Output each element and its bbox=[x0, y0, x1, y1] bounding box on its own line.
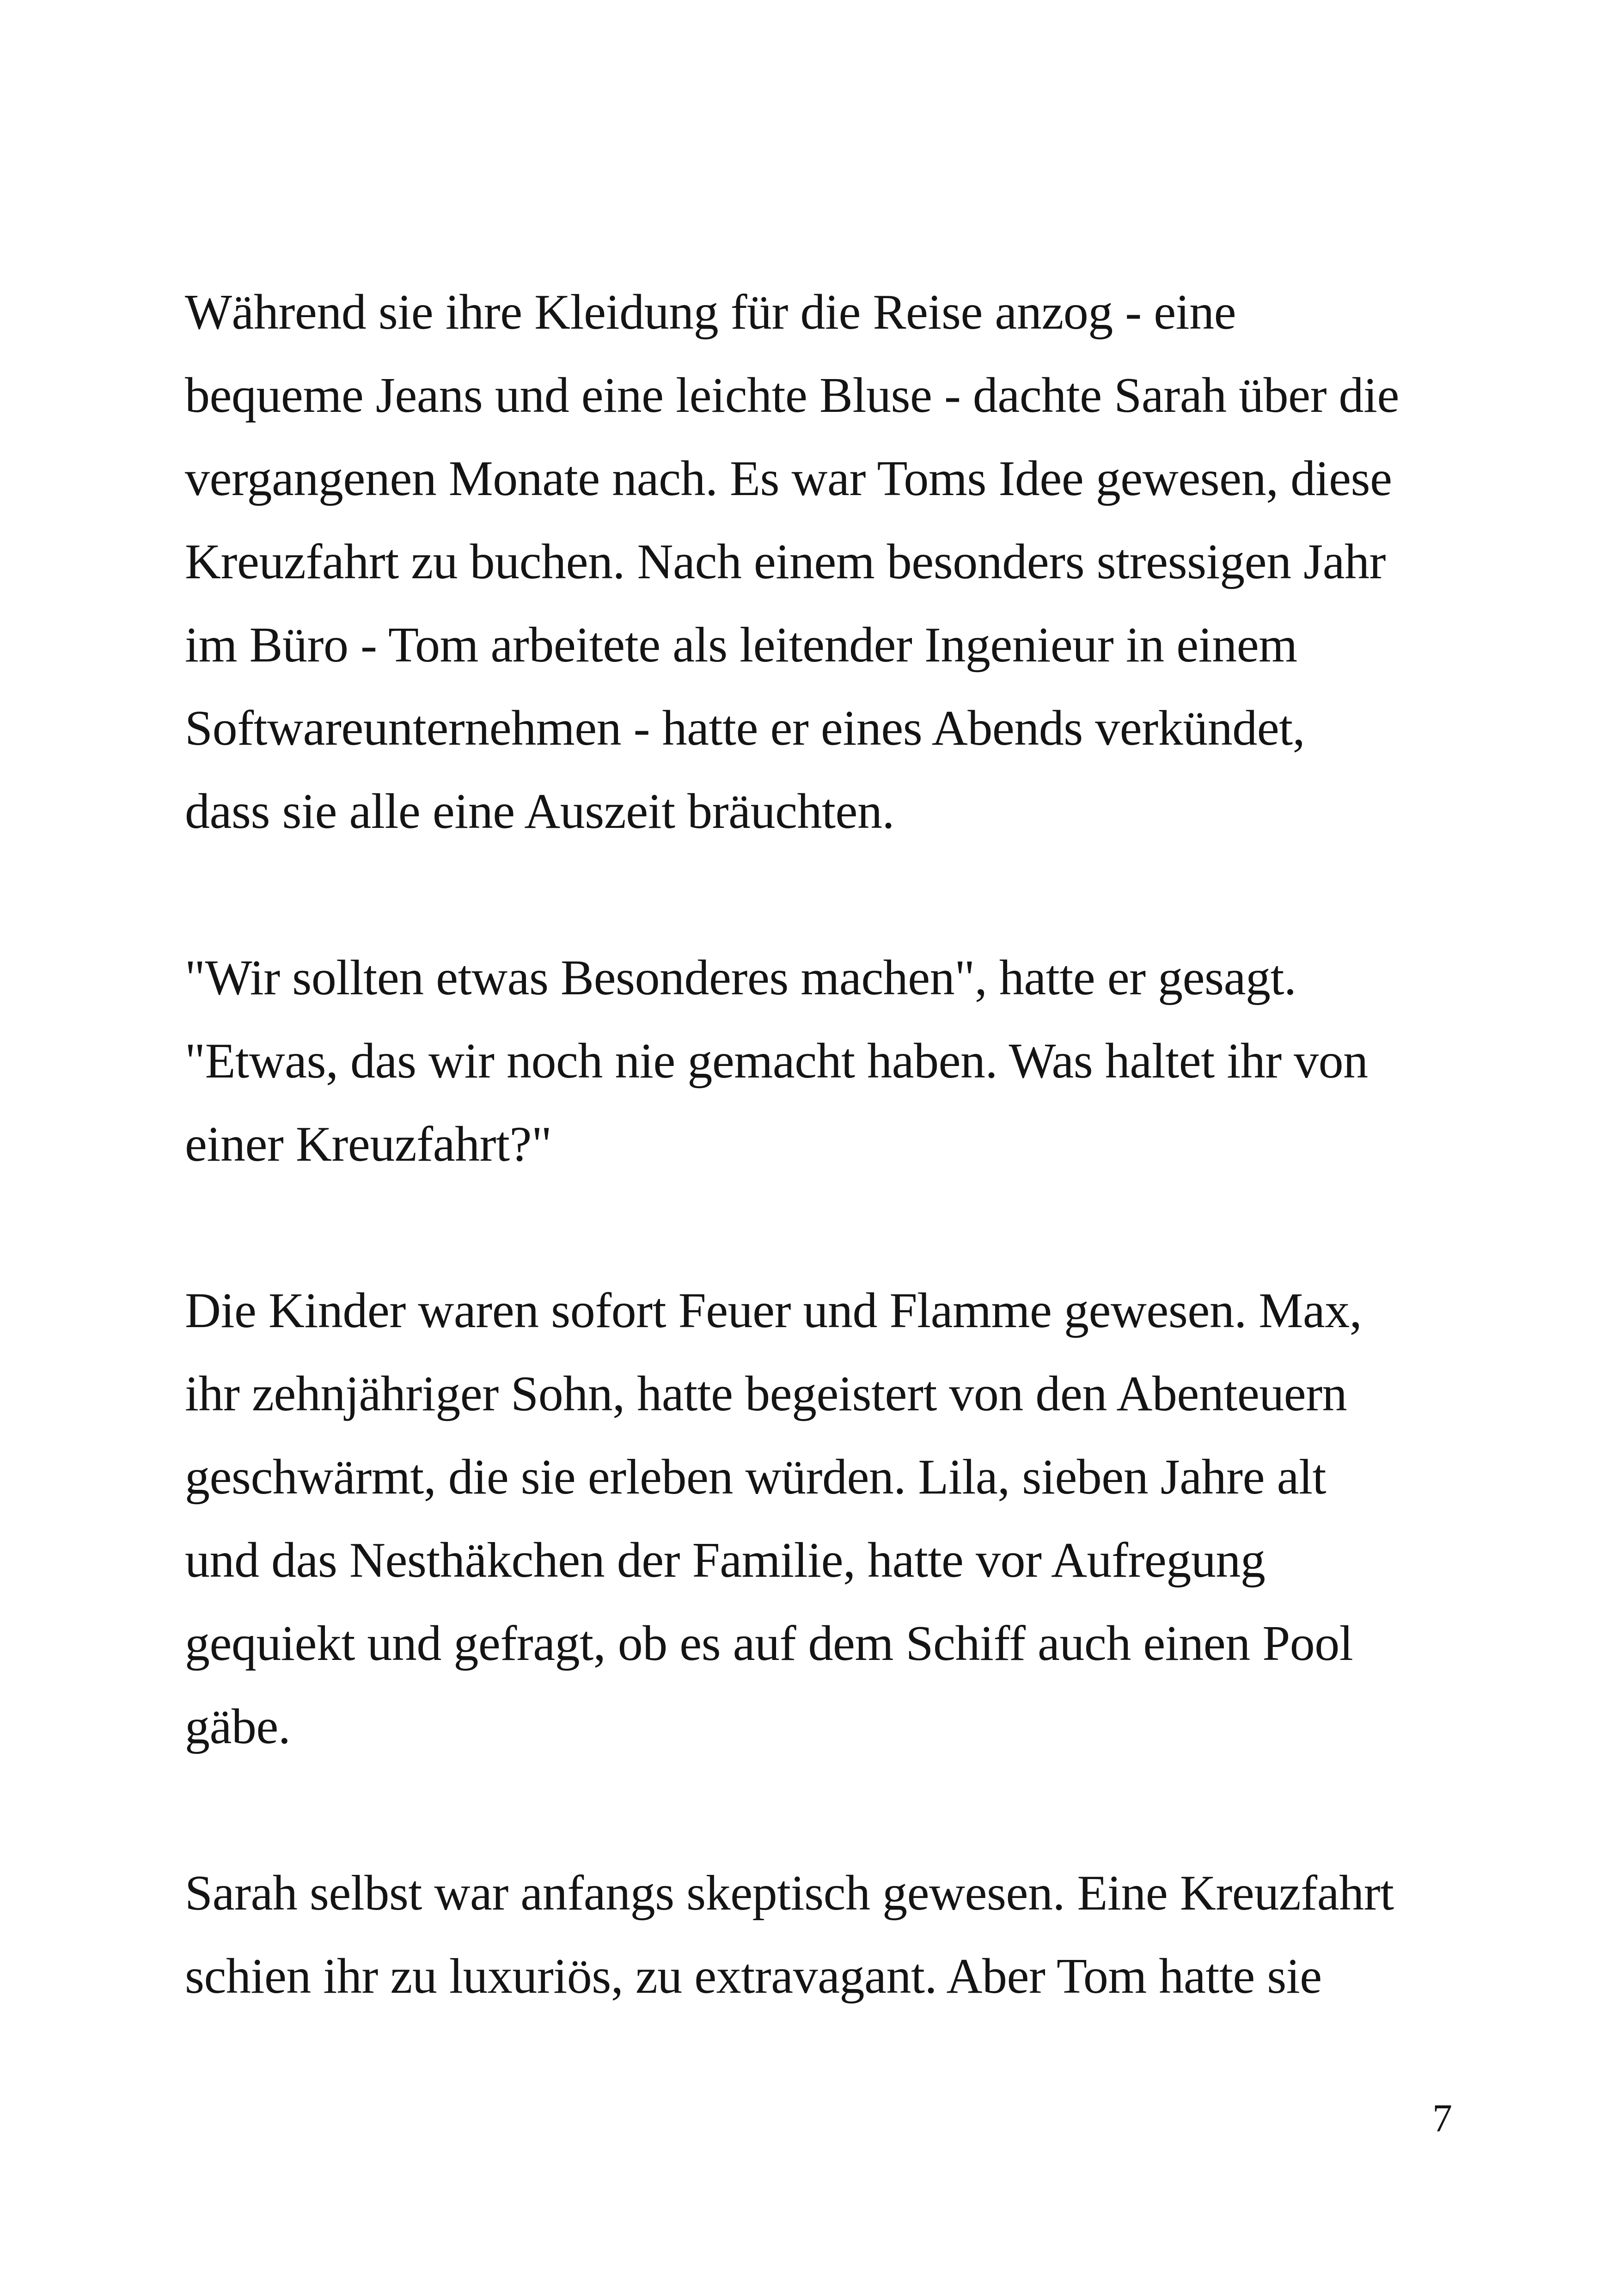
text-line: "Wir sollten etwas Besonderes machen", hatte er gesagt. bbox=[185, 950, 1296, 1005]
text-line: schien ihr zu luxuriös, zu extravagant. Aber Tom hatte sie bbox=[185, 1949, 1322, 2004]
text-line: Softwareunternehmen - hatte er eines Abends verkündet, bbox=[185, 701, 1305, 756]
paragraph-3 bbox=[185, 1269, 1470, 1769]
text-line: und das Nesthäkchen der Familie, hatte vor Aufregung bbox=[185, 1533, 1266, 1588]
text-line: Sarah selbst war anfangs skeptisch gewesen. Eine Kreuzfahrt bbox=[185, 1866, 1394, 1921]
text-line: vergangenen Monate nach. Es war Toms Idee gewesen, diese bbox=[185, 451, 1392, 506]
body-text bbox=[185, 271, 1470, 2101]
paragraph-1 bbox=[185, 271, 1470, 853]
text-line: Während sie ihre Kleidung für die Reise anzog - eine bbox=[185, 285, 1236, 340]
text-line: Kreuzfahrt zu buchen. Nach einem besonders stressigen Jahr bbox=[185, 534, 1386, 589]
text-line: bequeme Jeans und eine leichte Bluse - dachte Sarah über die bbox=[185, 368, 1399, 423]
text-line: ihr zehnjähriger Sohn, hatte begeistert von den Abenteuern bbox=[185, 1366, 1347, 1421]
text-line: im Büro - Tom arbeitete als leitender Ingenieur in einem bbox=[185, 618, 1297, 673]
text-line: gäbe. bbox=[185, 1699, 291, 1754]
text-line: geschwärmt, die sie erleben würden. Lila, sieben Jahre alt bbox=[185, 1450, 1327, 1505]
text-line: dass sie alle eine Auszeit bräuchten. bbox=[185, 784, 894, 839]
paragraph-2 bbox=[185, 937, 1470, 1186]
text-line: Die Kinder waren sofort Feuer und Flamme gewesen. Max, bbox=[185, 1283, 1362, 1338]
text-line: "Etwas, das wir noch nie gemacht haben. Was haltet ihr von bbox=[185, 1034, 1368, 1089]
paragraph-4 bbox=[185, 1852, 1470, 2018]
page-number: 7 bbox=[1432, 2096, 1452, 2140]
text-line: gequiekt und gefragt, ob es auf dem Schiff auch einen Pool bbox=[185, 1616, 1353, 1671]
text-line: einer Kreuzfahrt?" bbox=[185, 1117, 552, 1172]
